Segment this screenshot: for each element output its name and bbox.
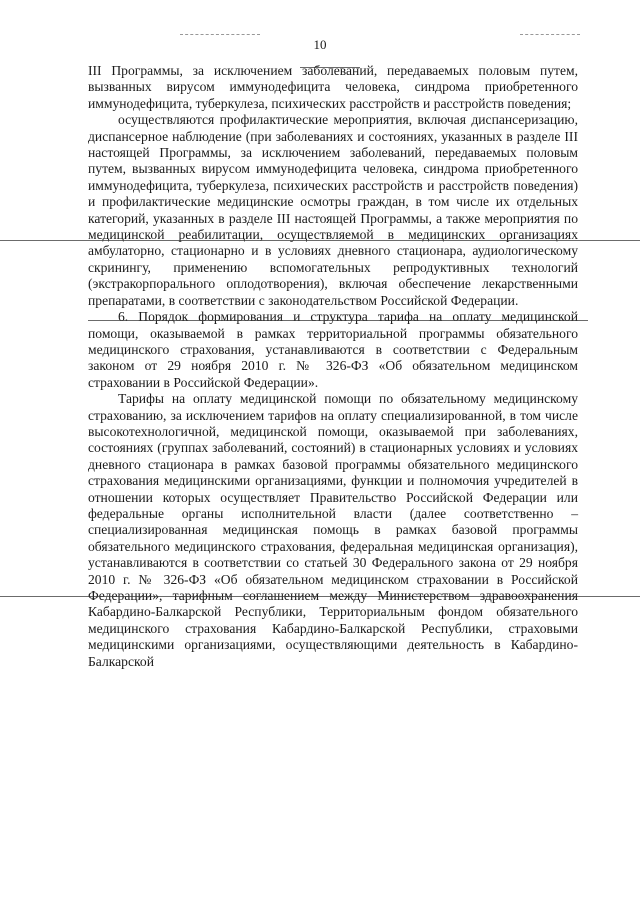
scan-artifact-top-right xyxy=(520,34,580,35)
page-number: 10 xyxy=(313,37,327,52)
scan-artifact-line-1 xyxy=(0,240,640,241)
scan-artifact-line-3 xyxy=(0,596,640,597)
scan-artifact-line-2 xyxy=(88,320,588,321)
scan-artifact-top xyxy=(180,34,260,35)
paragraph-4: Тарифы на оплату медицинской помощи по обязательному медицинскому страхованию, за исключением тарифов на оплату специализированной, в том числе высокотехнологичной, медицинской помощи, оказываемой при заболеваниях, состояниях (группах заболеваний, состояний) в стационарных условиях и условиях дневного стационара в рамках базовой программы обязательного медицинского страхования медицинскими организациями, функции и полномочия учредителей в отношении которых осуществляет Правительство Российской Федерации или федеральные органы исполнительной власти (далее соответственно – специализированная медицинская помощь в рамках базовой программы обязательного медицинского страхования, федеральная медицинская организация), устанавливаются в соответствии со статьей 30 Федерального закона от 29 ноября 2010 г. № 326-ФЗ «Об обязательном медицинском страховании в Российской Федерации», тарифным соглашением между Министерством здравоохранения Кабардино-Балкарской Республики, Территориальным фондом обязательного медицинского страхования Кабардино-Балкарской Республики, страховыми медицинскими организациями, осуществляющими деятельность в Кабардино-Балкарской xyxy=(88,391,578,669)
paragraph-2: осуществляются профилактические мероприятия, включая диспансеризацию, диспансерное наблюдение (при заболеваниях и состояниях, указанных в разделе III настоящей Программы, за исключением заболеваний, передаваемых половым путем, вызванных вирусом иммунодефицита человека, синдрома приобретенного иммунодефицита, туберкулеза, психических расстройств и расстройств поведения) и профилактические медицинские осмотры граждан, в том числе их отдельных категорий, указанных в разделе III настоящей Программы, а также мероприятия по медицинской реабилитации, осуществляемой в медицинских организациях амбулаторно, стационарно и в условиях дневного стационара, аудиологическому скринингу, применению вспомогательных репродуктивных технологий (экстракорпорального оплодотворения), включая обеспечение лекарственными препаратами, в соответствии с законодательством Российской Федерации. xyxy=(88,112,578,308)
body-text xyxy=(88,63,578,670)
paragraph-1: III Программы, за исключением заболеваний, передаваемых половым путем, вызванных вирусом иммунодефицита человека, синдрома приобретенного иммунодефицита, туберкулеза, психических расстройств и расстройств поведения; xyxy=(88,63,578,111)
paragraph-3: 6. Порядок формирования и структура тарифа на оплату медицинской помощи, оказываемой в рамках территориальной программы обязательного медицинского страхования, устанавливаются в соответствии с Федеральным законом от 29 ноября 2010 г. № 326-ФЗ «Об обязательном медицинском страховании в Российской Федерации». xyxy=(88,309,578,390)
